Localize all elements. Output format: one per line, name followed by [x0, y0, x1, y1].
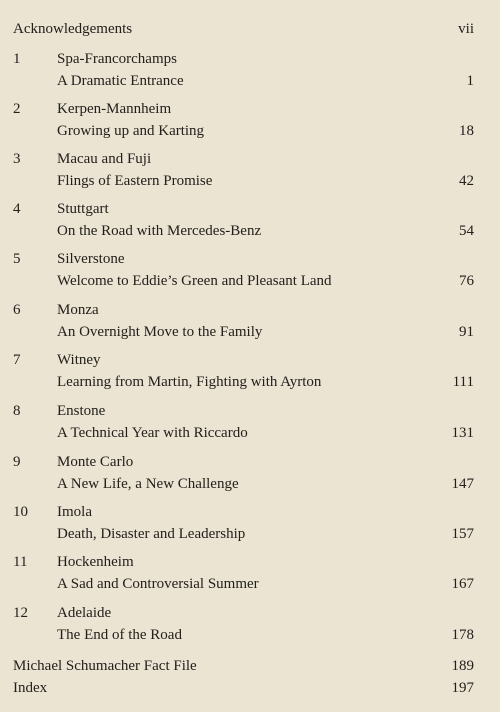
chapter-page-number: 111	[452, 374, 474, 390]
chapter-number: 8	[13, 403, 21, 419]
chapter-place: Imola	[57, 504, 92, 520]
chapter-subtitle: Growing up and Karting	[57, 123, 205, 139]
chapter-page-number: 54	[459, 223, 474, 239]
chapter-number: 7	[13, 352, 21, 368]
chapter-place: Macau and Fuji	[57, 151, 152, 167]
entry-title: Michael Schumacher Fact File	[13, 658, 197, 674]
chapter-subtitle: On the Road with Mercedes-Benz	[57, 223, 262, 239]
entry-title: Acknowledgements	[13, 21, 133, 37]
chapter-subtitle: An Overnight Move to the Family	[57, 324, 263, 340]
chapter-subtitle: A New Life, a New Challenge	[57, 476, 239, 492]
chapter-number: 9	[13, 454, 21, 470]
chapter-page-number: 1	[466, 73, 474, 89]
chapter-number: 10	[13, 504, 28, 520]
chapter-subtitle: A Technical Year with Riccardo	[57, 425, 248, 441]
chapter-page-number: 91	[459, 324, 474, 340]
chapter-subtitle: Learning from Martin, Fighting with Ayrton	[57, 374, 322, 390]
chapter-page-number: 157	[451, 526, 474, 542]
chapter-page-number: 147	[451, 476, 474, 492]
chapter-subtitle: Flings of Eastern Promise	[57, 173, 213, 189]
entry-page-number: 197	[451, 680, 474, 696]
entry-title: Index	[13, 680, 48, 696]
chapter-page-number: 42	[459, 173, 474, 189]
chapter-subtitle: A Dramatic Entrance	[57, 73, 184, 89]
chapter-number: 1	[13, 51, 21, 67]
chapter-page-number: 18	[459, 123, 474, 139]
chapter-page-number: 167	[451, 576, 474, 592]
chapter-place: Enstone	[57, 403, 106, 419]
chapter-number: 3	[13, 151, 21, 167]
chapter-place: Hockenheim	[57, 554, 134, 570]
chapter-place: Spa-Francorchamps	[57, 51, 177, 67]
chapter-place: Adelaide	[57, 605, 112, 621]
chapter-place: Monte Carlo	[57, 454, 134, 470]
chapter-number: 11	[13, 554, 28, 570]
entry-page-number: vii	[458, 21, 474, 37]
chapter-number: 6	[13, 302, 21, 318]
chapter-number: 12	[13, 605, 28, 621]
chapter-place: Monza	[57, 302, 99, 318]
chapter-number: 5	[13, 251, 21, 267]
chapter-place: Stuttgart	[57, 201, 109, 217]
chapter-subtitle: Death, Disaster and Leadership	[57, 526, 246, 542]
chapter-subtitle: A Sad and Controversial Summer	[57, 576, 259, 592]
chapter-subtitle: The End of the Road	[57, 627, 182, 643]
chapter-number: 4	[13, 201, 21, 217]
chapter-subtitle: Welcome to Eddie’s Green and Pleasant Land	[57, 273, 332, 289]
chapter-place: Silverstone	[57, 251, 125, 267]
chapter-number: 2	[13, 101, 21, 117]
chapter-page-number: 76	[459, 273, 474, 289]
entry-page-number: 189	[451, 658, 474, 674]
chapter-place: Witney	[57, 352, 101, 368]
chapter-place: Kerpen-Mannheim	[57, 101, 172, 117]
chapter-page-number: 178	[451, 627, 474, 643]
chapter-page-number: 131	[451, 425, 474, 441]
